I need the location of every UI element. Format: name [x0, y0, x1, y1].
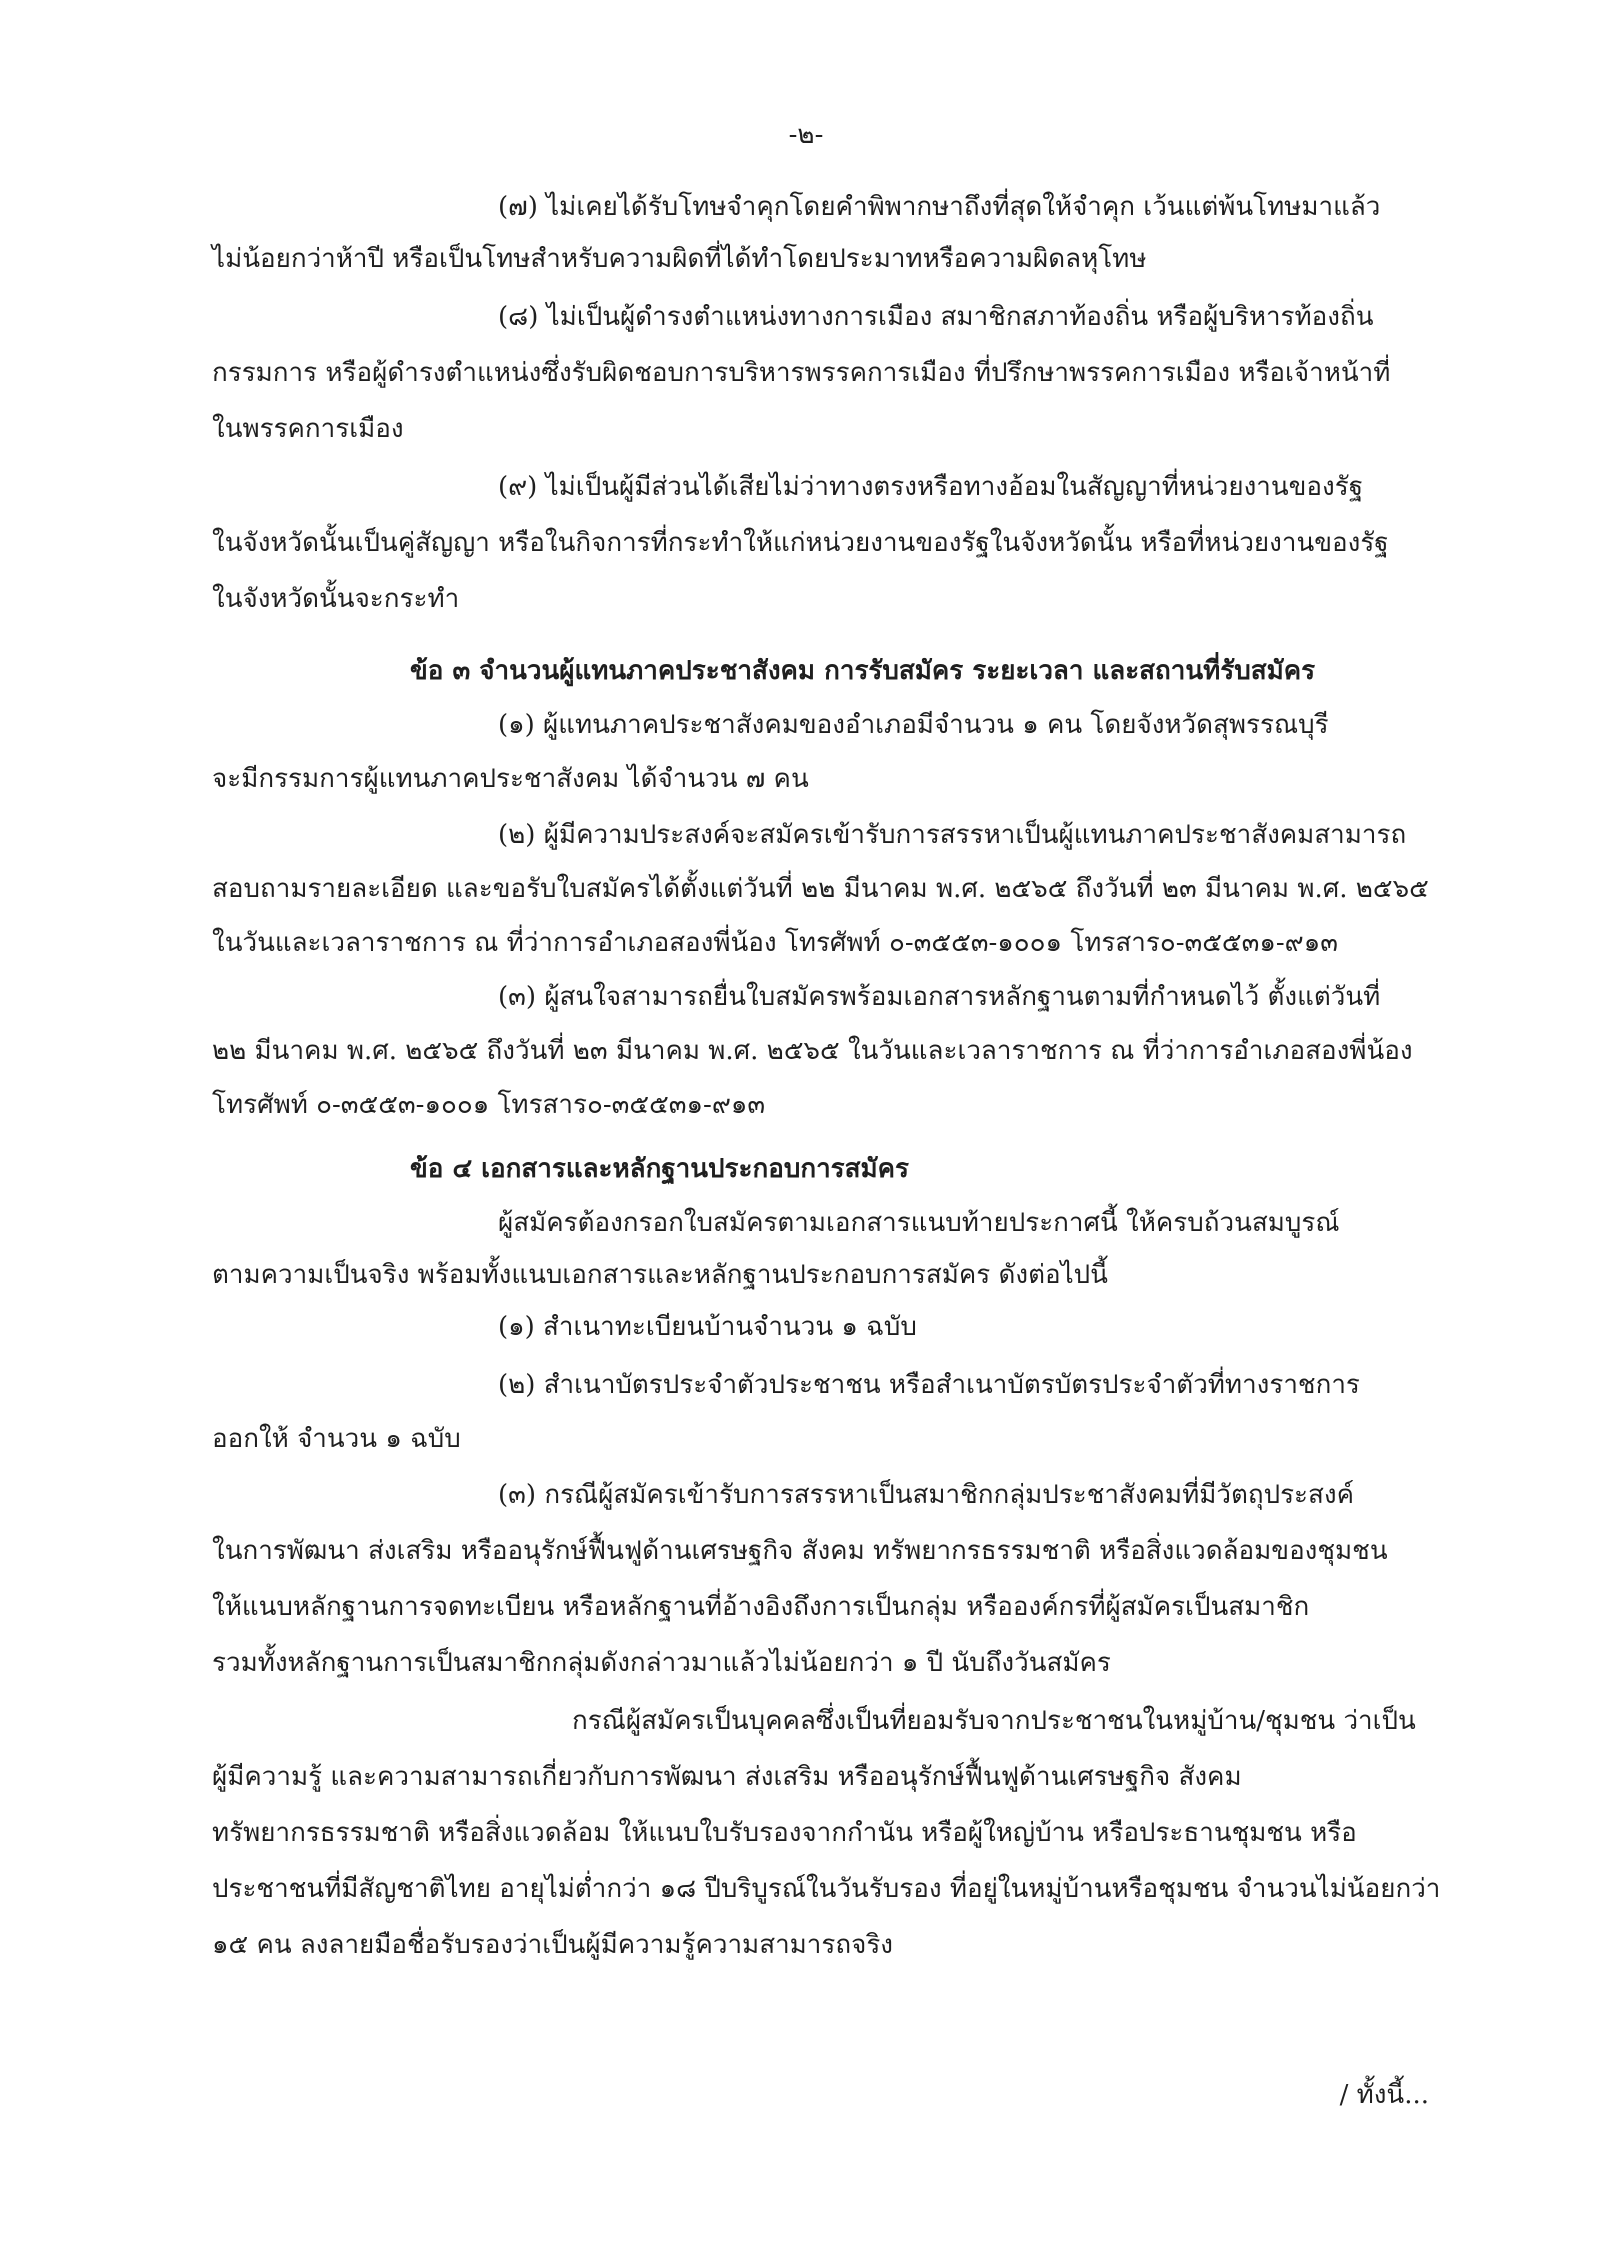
text-line: ในการพัฒนา ส่งเสริม หรืออนุรักษ์ฟื้นฟูด้านเศรษฐกิจ สังคม ทรัพยากรธรรมชาติ หรือสิ่งแวดล้อมของชุมชน [212, 1536, 1388, 1566]
continuation-text: / ทั้งนี้... [1339, 2080, 1429, 2110]
text-line: (๗) ไม่เคยได้รับโทษจำคุกโดยคำพิพากษาถึงที่สุดให้จำคุก เว้นแต่พ้นโทษมาแล้ว [498, 192, 1381, 222]
text-line: ในวันและเวลาราชการ ณ ที่ว่าการอำเภอสองพี่น้อง โทรศัพท์ ๐-๓๕๕๓-๑๐๐๑ โทรสาร๐-๓๕๕๓๑-๙๑๓ [212, 928, 1338, 958]
text-line: ตามความเป็นจริง พร้อมทั้งแนบเอกสารและหลักฐานประกอบการสมัคร ดังต่อไปนี้ [212, 1260, 1108, 1290]
text-line: ให้แนบหลักฐานการจดทะเบียน หรือหลักฐานที่อ้างอิงถึงการเป็นกลุ่ม หรือองค์กรที่ผู้สมัครเป็นสมาชิก [212, 1592, 1310, 1622]
text-line: ในพรรคการเมือง [212, 414, 404, 444]
text-line: ในจังหวัดนั้นเป็นคู่สัญญา หรือในกิจการที่กระทำให้แก่หน่วยงานของรัฐในจังหวัดนั้น หรือที่หน่วยงานของรัฐ [212, 528, 1389, 558]
section-heading: ข้อ ๔ เอกสารและหลักฐานประกอบการสมัคร [410, 1154, 910, 1184]
text-line: (๓) กรณีผู้สมัครเข้ารับการสรรหาเป็นสมาชิกกลุ่มประชาสังคมที่มีวัตถุประสงค์ [498, 1480, 1354, 1510]
text-line: ๑๕ คน ลงลายมือชื่อรับรองว่าเป็นผู้มีความรู้ความสามารถจริง [212, 1930, 894, 1960]
text-line: (๒) สำเนาบัตรประจำตัวประชาชน หรือสำเนาบัตรบัตรประจำตัวที่ทางราชการ [498, 1370, 1360, 1400]
text-line: ผู้มีความรู้ และความสามารถเกี่ยวกับการพัฒนา ส่งเสริม หรืออนุรักษ์ฟื้นฟูด้านเศรษฐกิจ สังคม [212, 1762, 1242, 1792]
text-line: ออกให้ จำนวน ๑ ฉบับ [212, 1424, 461, 1454]
text-line: ๒๒ มีนาคม พ.ศ. ๒๕๖๕ ถึงวันที่ ๒๓ มีนาคม พ.ศ. ๒๕๖๕ ในวันและเวลาราชการ ณ ที่ว่าการอำเภอสองพี่น้อง [212, 1036, 1413, 1066]
text-line: (๑) ผู้แทนภาคประชาสังคมของอำเภอมีจำนวน ๑ คน โดยจังหวัดสุพรรณบุรี [498, 710, 1329, 740]
text-line: ผู้สมัครต้องกรอกใบสมัครตามเอกสารแนบท้ายประกาศนี้ ให้ครบถ้วนสมบูรณ์ [498, 1208, 1340, 1238]
text-line: (๒) ผู้มีความประสงค์จะสมัครเข้ารับการสรรหาเป็นผู้แทนภาคประชาสังคมสามารถ [498, 820, 1407, 850]
text-line: รวมทั้งหลักฐานการเป็นสมาชิกกลุ่มดังกล่าวมาแล้วไม่น้อยกว่า ๑ ปี นับถึงวันสมัคร [212, 1648, 1111, 1678]
text-line: สอบถามรายละเอียด และขอรับใบสมัครได้ตั้งแต่วันที่ ๒๒ มีนาคม พ.ศ. ๒๕๖๕ ถึงวันที่ ๒๓ มีนาคม พ.ศ. ๒๕๖๕ [212, 874, 1429, 904]
text-line: จะมีกรรมการผู้แทนภาคประชาสังคม ได้จำนวน ๗ คน [212, 764, 809, 794]
text-line: ในจังหวัดนั้นจะกระทำ [212, 584, 460, 614]
text-line: (๙) ไม่เป็นผู้มีส่วนได้เสียไม่ว่าทางตรงหรือทางอ้อมในสัญญาที่หน่วยงานของรัฐ [498, 472, 1364, 502]
text-line: (๓) ผู้สนใจสามารถยื่นใบสมัครพร้อมเอกสารหลักฐานตามที่กำหนดไว้ ตั้งแต่วันที่ [498, 982, 1381, 1012]
text-line: กรรมการ หรือผู้ดำรงตำแหน่งซึ่งรับผิดชอบการบริหารพรรคการเมือง ที่ปรึกษาพรรคการเมือง หรือเจ้าหน้าที่ [212, 358, 1391, 388]
text-line: โทรศัพท์ ๐-๓๕๕๓-๑๐๐๑ โทรสาร๐-๓๕๕๓๑-๙๑๓ [212, 1090, 766, 1120]
text-line: กรณีผู้สมัครเป็นบุคคลซึ่งเป็นที่ยอมรับจากประชาชนในหมู่บ้าน/ชุมชน ว่าเป็น [572, 1706, 1416, 1736]
page-number: -๒- [788, 120, 824, 150]
text-line: ประชาชนที่มีสัญชาติไทย อายุไม่ต่ำกว่า ๑๘ ปีบริบูรณ์ในวันรับรอง ที่อยู่ในหมู่บ้านหรือชุมชน จำนวนไม่น้อยกว่า [212, 1874, 1441, 1904]
text-line: ไม่น้อยกว่าห้าปี หรือเป็นโทษสำหรับความผิดที่ได้ทำโดยประมาทหรือความผิดลหุโทษ [212, 244, 1147, 274]
text-line: (๘) ไม่เป็นผู้ดำรงตำแหน่งทางการเมือง สมาชิกสภาท้องถิ่น หรือผู้บริหารท้องถิ่น [498, 302, 1374, 332]
section-heading: ข้อ ๓ จำนวนผู้แทนภาคประชาสังคม การรับสมัคร ระยะเวลา และสถานที่รับสมัคร [410, 656, 1316, 686]
text-line: (๑) สำเนาทะเบียนบ้านจำนวน ๑ ฉบับ [498, 1312, 917, 1342]
text-line: ทรัพยากรธรรมชาติ หรือสิ่งแวดล้อม ให้แนบใบรับรองจากกำนัน หรือผู้ใหญ่บ้าน หรือประธานชุมชน หรือ [212, 1818, 1357, 1848]
